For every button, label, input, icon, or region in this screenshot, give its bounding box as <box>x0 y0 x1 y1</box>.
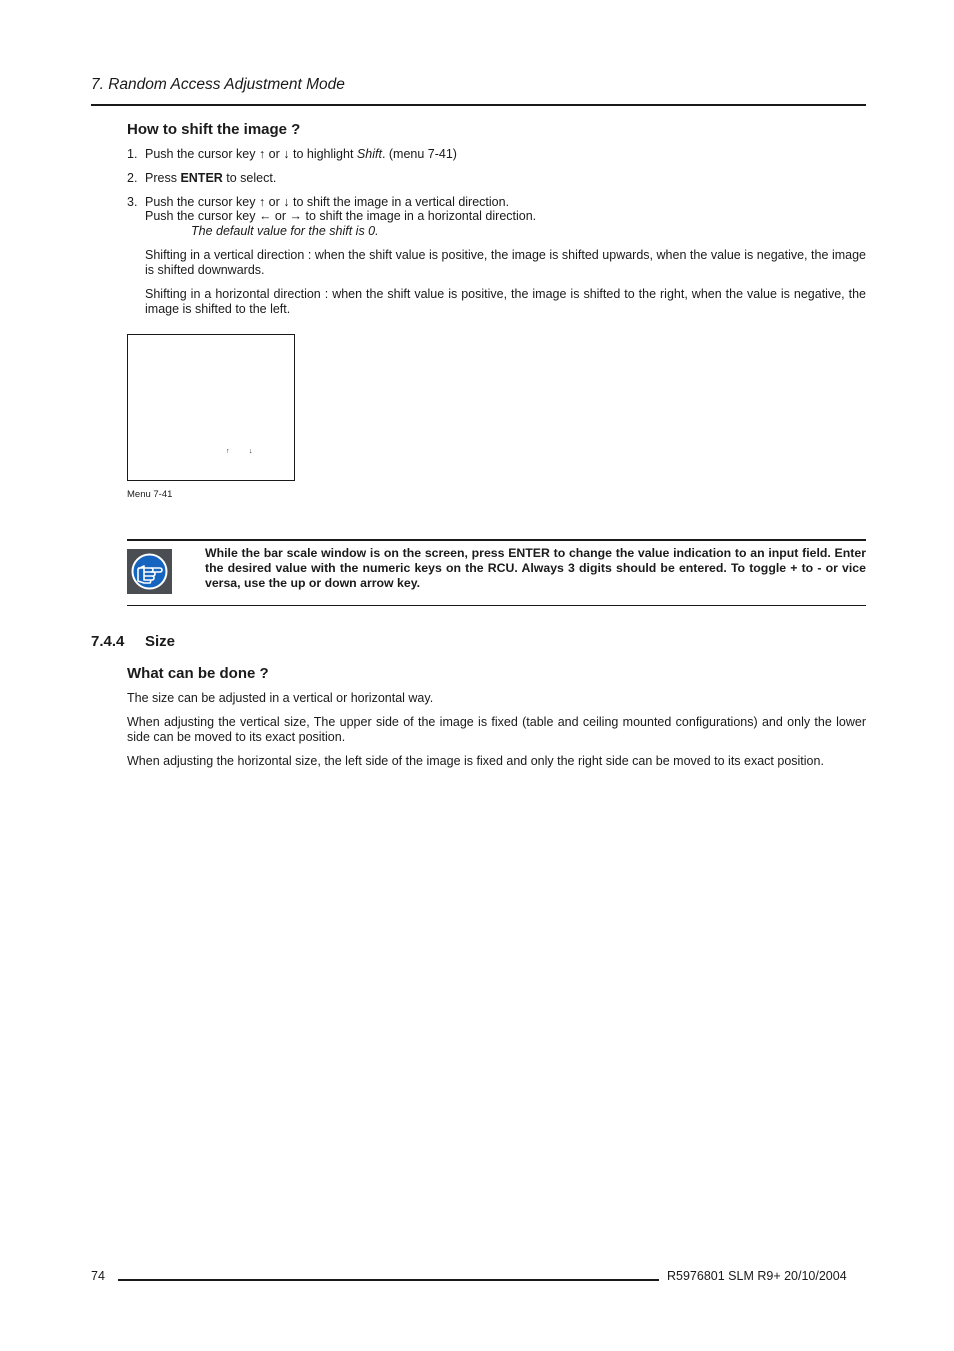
size-paragraph-2: When adjusting the vertical size, The upper side of the image is fixed (table and ceiling mounted configurations) and only the lower side can be moved to its exact position. <box>127 715 866 744</box>
shift-heading: How to shift the image ? <box>127 121 301 138</box>
step-number: 1. <box>127 147 138 161</box>
step-text: . (menu 7-41) <box>381 147 457 161</box>
step-text: Push the cursor key ← or → to shift the image in a horizontal direction. <box>145 209 537 223</box>
header-rule <box>91 104 866 106</box>
step-text: Push the cursor key ↑ or ↓ to highlight <box>145 147 357 161</box>
step-number: 2. <box>127 171 138 185</box>
step-text: Press <box>145 171 181 185</box>
tip-text: While the bar scale window is on the screen, press ENTER to change the value indication to an input field. Enter the desired value with the numeric keys on the RCU. Always 3 digits should be entered. To toggle + to - or vice versa, use the up or down arrow key. <box>205 546 866 590</box>
horizontal-shift-paragraph: Shifting in a horizontal direction : when the shift value is positive, the image is shifted to the right, when the value is negative, the image is shifted to the left. <box>145 287 866 316</box>
default-note: The default value for the shift is 0. <box>191 224 379 238</box>
size-subheading: What can be done ? <box>127 665 269 682</box>
section-title: Size <box>145 633 176 650</box>
chapter-title: 7. Random Access Adjustment Mode <box>91 76 345 93</box>
size-paragraph-1: The size can be adjusted in a vertical or horizontal way. <box>127 691 434 705</box>
step-text: to select. <box>222 171 277 185</box>
footer-rule <box>118 1279 659 1281</box>
document-reference: R5976801 SLM R9+ 20/10/2004 <box>667 1269 847 1283</box>
key-name: ENTER <box>180 171 223 185</box>
step-number: 3. <box>127 195 138 209</box>
vertical-shift-paragraph: Shifting in a vertical direction : when the shift value is positive, the image is shifted upwards, when the value is negative, the image is shifted downwards. <box>145 248 866 277</box>
step-text: Push the cursor key ↑ or ↓ to shift the image in a vertical direction. <box>145 195 510 209</box>
menu-caption: Menu 7-41 <box>127 489 173 500</box>
tip-rule-bottom <box>127 605 866 606</box>
up-arrow-icon: ↑ <box>226 448 230 455</box>
tip-rule-top <box>127 539 866 541</box>
page-number: 74 <box>91 1269 105 1283</box>
pointing-hand-icon <box>127 549 172 594</box>
section-number: 7.4.4 <box>91 633 125 650</box>
tip-icon-box <box>127 549 172 594</box>
menu-screenshot <box>127 334 295 481</box>
menu-item-name: Shift <box>356 147 382 161</box>
down-arrow-icon: ↓ <box>249 448 253 455</box>
size-paragraph-3: When adjusting the horizontal size, the left side of the image is fixed and only the right side can be moved to its exact position. <box>127 754 824 768</box>
